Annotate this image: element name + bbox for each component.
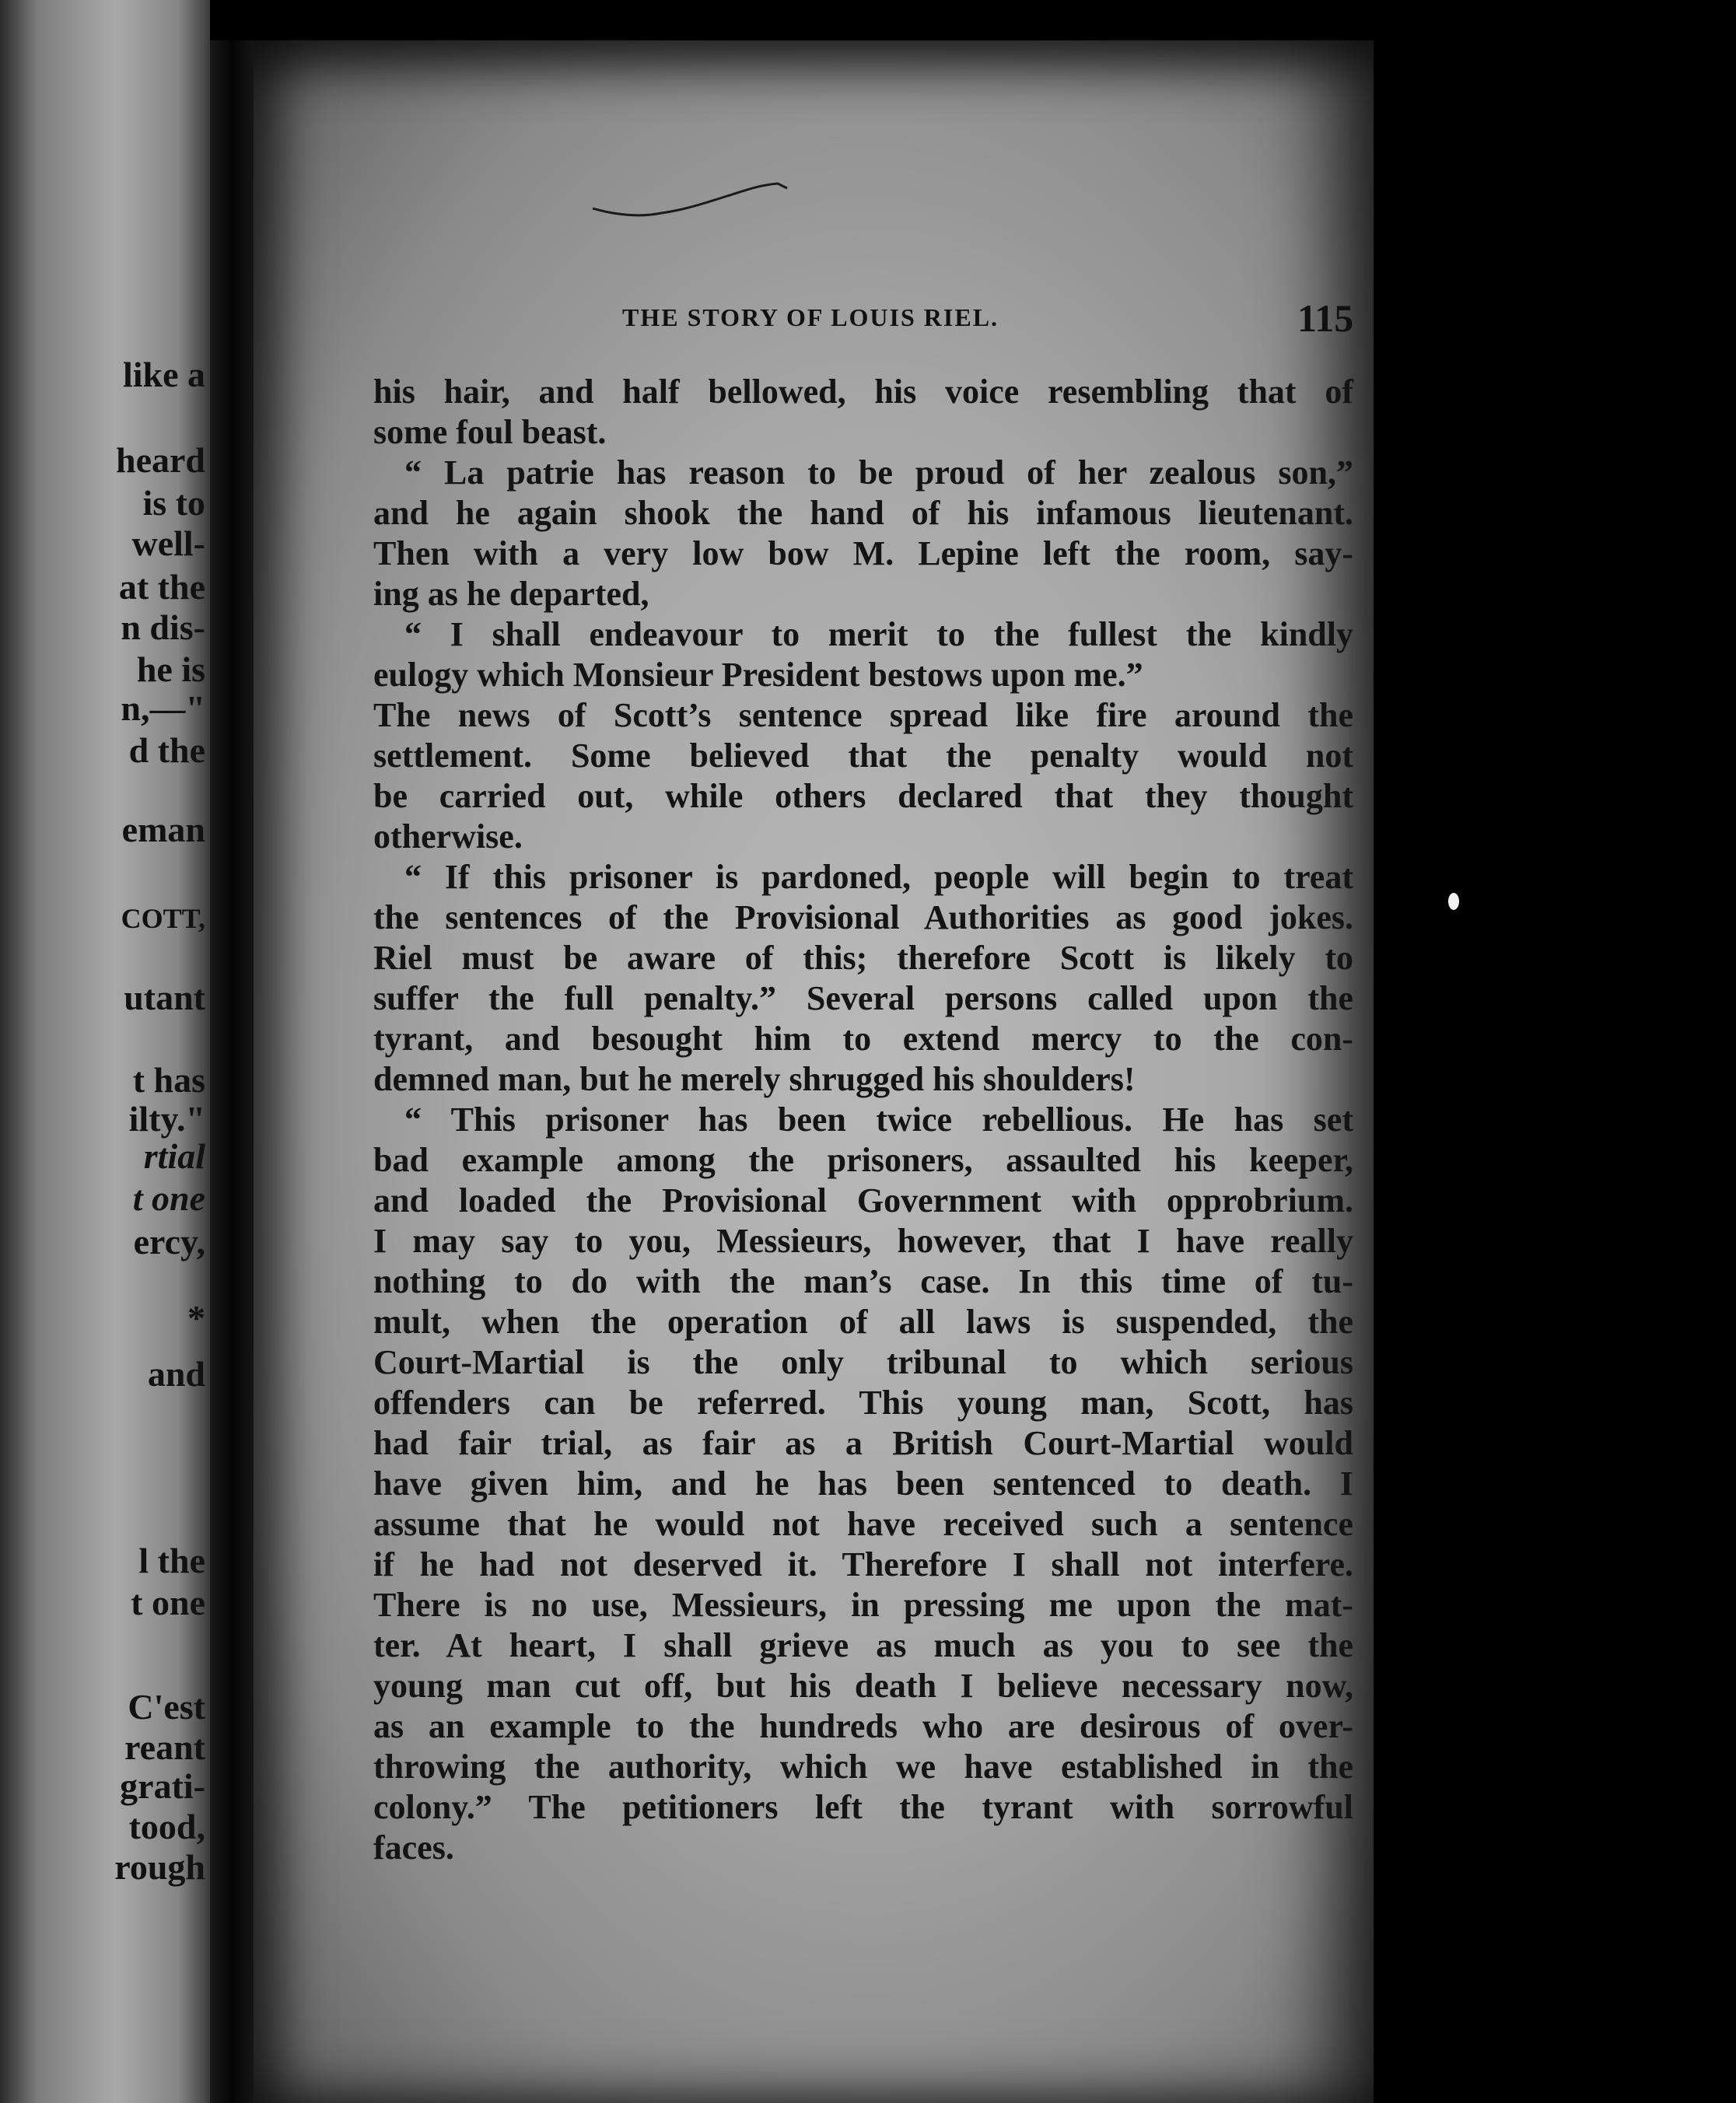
left-page-fragment: at the <box>118 567 205 607</box>
left-page-fragment: heard <box>116 440 205 480</box>
left-page-fragment: * <box>187 1298 205 1338</box>
body-line: throwing the authority, which we have established in the <box>373 1748 1353 1786</box>
body-line: had fair trial, as fair as a British Court-Martial would <box>373 1424 1353 1462</box>
left-page-fragment: rtial <box>143 1136 205 1176</box>
left-page-fragment: and <box>147 1354 205 1394</box>
left-page-fragment: t one <box>132 1178 205 1218</box>
left-page-fragment: d the <box>128 730 205 770</box>
left-page-fragment: is to <box>142 483 205 523</box>
left-page-fragment: n dis- <box>121 607 205 647</box>
paper-speck <box>1448 893 1459 910</box>
page-body-text <box>373 372 1353 1868</box>
body-line: and he again shook the hand of his infamous lieutenant. <box>373 494 1353 532</box>
left-page-fragment: COTT, <box>121 903 205 934</box>
left-page-fragment: grati- <box>120 1766 205 1806</box>
left-page-fragment: eman <box>121 810 205 849</box>
left-page-fragment: rough <box>114 1847 205 1887</box>
left-page-fragment: reant <box>124 1727 205 1767</box>
body-line: his hair, and half bellowed, his voice resembling that of <box>373 373 1353 411</box>
body-line: “ This prisoner has been twice rebellious. He has set <box>404 1100 1353 1139</box>
body-line: and loaded the Provisional Government with opprobrium. <box>373 1181 1353 1219</box>
body-line: nothing to do with the man’s case. In this time of tu- <box>373 1262 1353 1300</box>
body-line: demned man, but he merely shrugged his shoulders! <box>373 1060 1136 1098</box>
left-page-fragment: like a <box>122 355 205 394</box>
left-page-fragment: t has <box>132 1060 205 1100</box>
running-title: THE STORY OF LOUIS RIEL. <box>622 303 999 331</box>
left-page-fragment: well- <box>131 523 205 563</box>
body-line: mult, when the operation of all laws is suspended, the <box>373 1303 1353 1341</box>
body-line: ing as he departed, <box>373 575 649 613</box>
body-line: assume that he would not have received such a sentence <box>373 1505 1353 1543</box>
left-page-fragment: ilty." <box>128 1099 205 1139</box>
left-page-fragment: utant <box>124 978 205 1017</box>
right-scan-border <box>1374 0 1736 2103</box>
left-page-fragment: he is <box>136 649 205 689</box>
body-line: young man cut off, but his death I believe necessary now, <box>373 1667 1353 1705</box>
left-page-fragment: C'est <box>128 1687 205 1727</box>
body-line: “ La patrie has reason to be proud of her zealous son,” <box>404 453 1353 492</box>
body-line: The news of Scott’s sentence spread like fire around the <box>373 696 1353 734</box>
body-line: offenders can be referred. This young man, Scott, has <box>373 1384 1353 1422</box>
left-page-fragment: n,—" <box>121 688 205 728</box>
body-line: colony.” The petitioners left the tyrant with sorrowful <box>373 1788 1353 1826</box>
book-gutter <box>210 0 254 2103</box>
body-line: some foul beast. <box>373 413 607 451</box>
left-page-fragment: ercy, <box>133 1222 205 1261</box>
body-line: Then with a very low bow M. Lepine left the room, say- <box>373 534 1353 572</box>
pen-scratch-mark <box>591 179 793 226</box>
body-line: “ I shall endeavour to merit to the fullest the kindly <box>404 615 1353 653</box>
top-scan-border <box>210 0 1377 40</box>
body-line: have given him, and he has been sentenced to death. I <box>373 1464 1353 1503</box>
body-line: as an example to the hundreds who are desirous of over- <box>373 1707 1353 1745</box>
left-page-fragment: t one <box>131 1583 205 1622</box>
body-line: settlement. Some believed that the penalty would not <box>373 737 1353 775</box>
body-line: eulogy which Monsieur President bestows upon me.” <box>373 656 1143 694</box>
body-line: Riel must be aware of this; therefore Scott is likely to <box>373 939 1353 977</box>
left-page-fragment: tood, <box>128 1807 205 1846</box>
left-facing-page <box>0 0 210 2103</box>
body-line: There is no use, Messieurs, in pressing me upon the mat- <box>373 1586 1353 1624</box>
left-page-fragment: l the <box>138 1541 205 1580</box>
page-number: 115 <box>1297 296 1354 340</box>
body-line: I may say to you, Messieurs, however, that I have really <box>373 1222 1353 1260</box>
body-line: tyrant, and besought him to extend mercy to the con- <box>373 1020 1353 1058</box>
body-line: if he had not deserved it. Therefore I shall not interfere. <box>373 1545 1353 1583</box>
body-line: be carried out, while others declared that they thought <box>373 777 1353 815</box>
body-line: otherwise. <box>373 817 523 856</box>
body-line: faces. <box>373 1828 454 1867</box>
body-line: suffer the full penalty.” Several persons called upon the <box>373 979 1353 1017</box>
body-line: bad example among the prisoners, assaulted his keeper, <box>373 1141 1353 1179</box>
body-line: the sentences of the Provisional Authorities as good jokes. <box>373 898 1353 936</box>
body-line: Court-Martial is the only tribunal to which serious <box>373 1343 1353 1381</box>
body-line: “ If this prisoner is pardoned, people will begin to treat <box>404 858 1353 896</box>
body-line: ter. At heart, I shall grieve as much as you to see the <box>373 1626 1353 1664</box>
